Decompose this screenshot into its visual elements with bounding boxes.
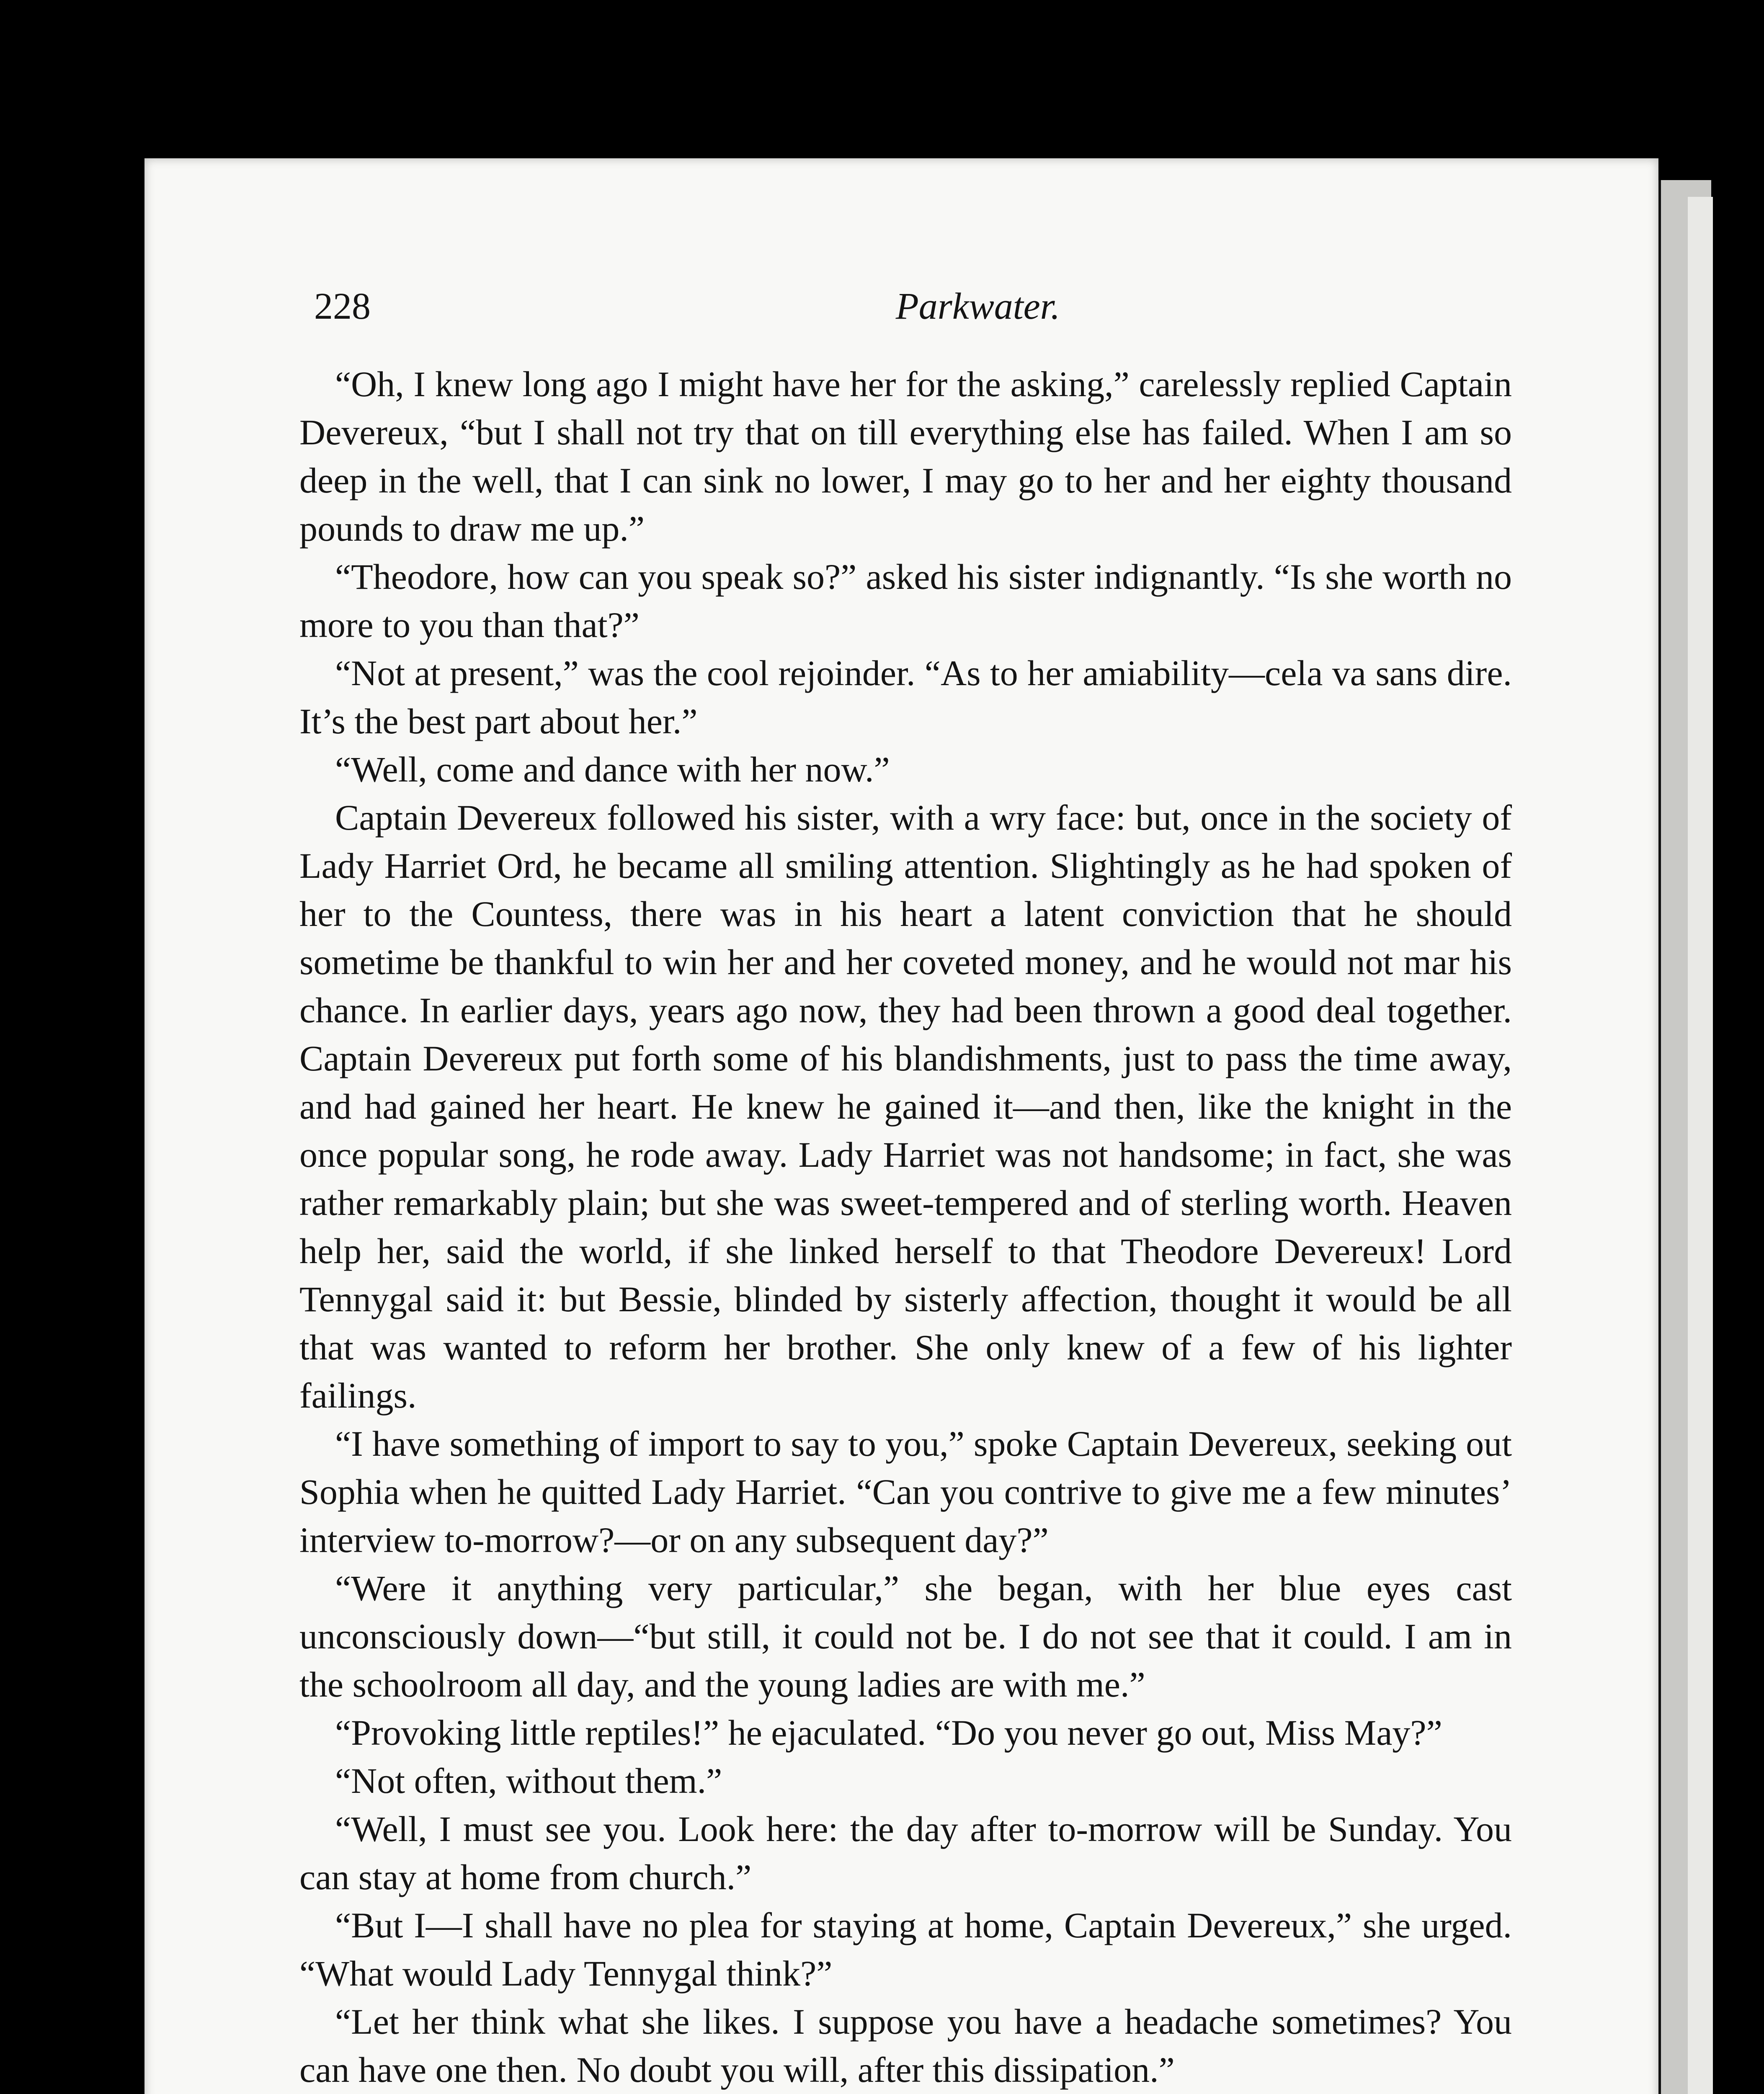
paragraph: “Oh, I knew long ago I might have her for the asking,” carelessly replied Captain Devereux, “but I shall not try that on till everything else has failed. When I am so deep in the well, that I can sink no lower, I may go to her and her eighty thousand pounds to draw me up.” — [299, 364, 1512, 549]
paragraph: “Let her think what she likes. I suppose you have a headache sometimes? You can have one then. No doubt you will, after this dissipation.” — [299, 2001, 1512, 2090]
page-header — [314, 285, 1516, 339]
running-title: Parkwater. — [895, 286, 1060, 327]
page-edge-inner — [1688, 197, 1713, 2094]
paragraph: “Well, I must see you. Look here: the day after to-morrow will be Sunday. You can stay at home from church.” — [299, 1809, 1512, 1897]
paragraph: “Theodore, how can you speak so?” asked his sister indignantly. “Is she worth no more to you than that?” — [299, 557, 1512, 645]
paragraph: “But I—I shall have no plea for staying at home, Captain Devereux,” she urged. “What would Lady Tennygal think?” — [299, 1905, 1512, 1993]
paragraph: Captain Devereux followed his sister, with a wry face: but, once in the society of Lady Harriet Ord, he became all smiling attention. Slightingly as he had spoken of her to the Countess, there was in his heart a latent conviction that he should sometime be thankful to win her and her coveted money, and he would not mar his chance. In earlier days, years ago now, they had been thrown a good deal together. Captain Devereux put forth some of his blandishments, just to pass the time away, and had gained her heart. He knew he gained it—and then, like the knight in the once popular song, he rode away. Lady Harriet was not handsome; in fact, she was rather remarkably plain; but she was sweet-tempered and of sterling worth. Heaven help her, said the world, if she linked herself to that Theodore Devereux! Lord Tennygal said it: but Bessie, blinded by sisterly affection, thought it would be all that was wanted to reform her brother. She only knew of a few of his lighter failings. — [299, 797, 1512, 1416]
paragraph: “Were it anything very particular,” she began, with her blue eyes cast unconsciously down—“but still, it could not be. I do not see that it could. I am in the schoolroom all day, and the young ladies are with me.” — [299, 1568, 1512, 1705]
paragraph: “Not often, without them.” — [335, 1761, 722, 1801]
page-number: 228 — [314, 286, 371, 327]
paragraph: “Provoking little reptiles!” he ejaculated. “Do you never go out, Miss May?” — [335, 1712, 1442, 1753]
body-text — [299, 360, 1512, 2094]
paragraph: “Not at present,” was the cool rejoinder. “As to her amiability—cela va sans dire. It’s the best part about her.” — [299, 653, 1512, 741]
paragraph: “Well, come and dance with her now.” — [335, 749, 890, 789]
paragraph: “I have something of import to say to you,” spoke Captain Devereux, seeking out Sophia when he quitted Lady Harriet. “Can you contrive to give me a few minutes’ interview to-morrow?—or on any subsequent day?” — [299, 1424, 1512, 1560]
